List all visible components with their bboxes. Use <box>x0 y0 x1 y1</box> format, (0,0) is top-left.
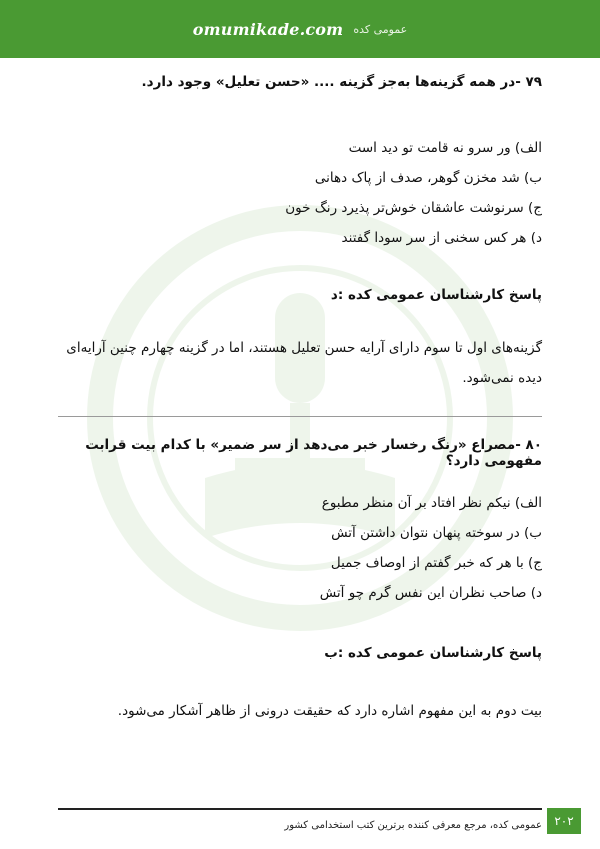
footer-text: عمومی کده، مرجع معرفی کننده برترین کتب استخدامی کشور <box>284 820 542 831</box>
option-be: ب) در سوخته پنهان نتوان داشتن آتش <box>331 525 542 541</box>
footer-rule <box>58 808 542 810</box>
page-number: ۲۰۲ <box>547 808 581 834</box>
answer-79 <box>42 287 542 303</box>
answer-label: پاسخ کارشناسان عمومی کده : <box>337 287 542 303</box>
answer-value: د <box>330 287 338 303</box>
option-alef: الف) نیکم نظر افتاد بر آن منظر مطبوع <box>321 495 542 511</box>
site-name-fa: عمومی کده <box>353 22 408 36</box>
explanation-79: گزینه‌های اول تا سوم دارای آرایه حسن تعلیل هستند، اما در گزینه چهارم چنین آرایه‌ای دیده نمی‌شود. <box>66 340 542 386</box>
answer-label: پاسخ کارشناسان عمومی کده : <box>337 645 542 661</box>
section-divider <box>58 416 542 417</box>
option-be: ب) شد مخزن گوهر، صدف از پاک دهانی <box>314 170 542 186</box>
option-dal: د) هر کس سخنی از سر سودا گفتند <box>341 230 542 246</box>
option-dal: د) صاحب نظران این نفس گرم چو آتش <box>319 585 542 601</box>
answer-value: ب <box>324 645 338 661</box>
site-name: omumikade.com <box>192 19 344 39</box>
option-alef: الف) ور سرو نه قامت تو دید است <box>348 140 542 156</box>
question-79: ۷۹ -در همه گزینه‌ها به‌جز گزینه .... «حسن تعلیل» وجود دارد. <box>141 74 542 90</box>
explanation-80: بیت دوم به این مفهوم اشاره دارد که حقیقت درونی از ظاهر آشکار می‌شود. <box>117 703 542 719</box>
option-jim: ج) با هر که خبر گفتم از اوصاف جمیل <box>330 555 542 571</box>
question-80: ۸۰ -مصراع «رنگ رخسار خبر می‌دهد از سر ضمیر» با کدام بیت قرابت مفهومی دارد؟ <box>85 437 542 469</box>
answer-80 <box>42 645 542 661</box>
question-80-options <box>42 488 542 608</box>
option-jim: ج) سرنوشت عاشقان خوش‌تر پذیرد رنگ خون <box>285 200 542 216</box>
question-79-options <box>42 133 542 253</box>
